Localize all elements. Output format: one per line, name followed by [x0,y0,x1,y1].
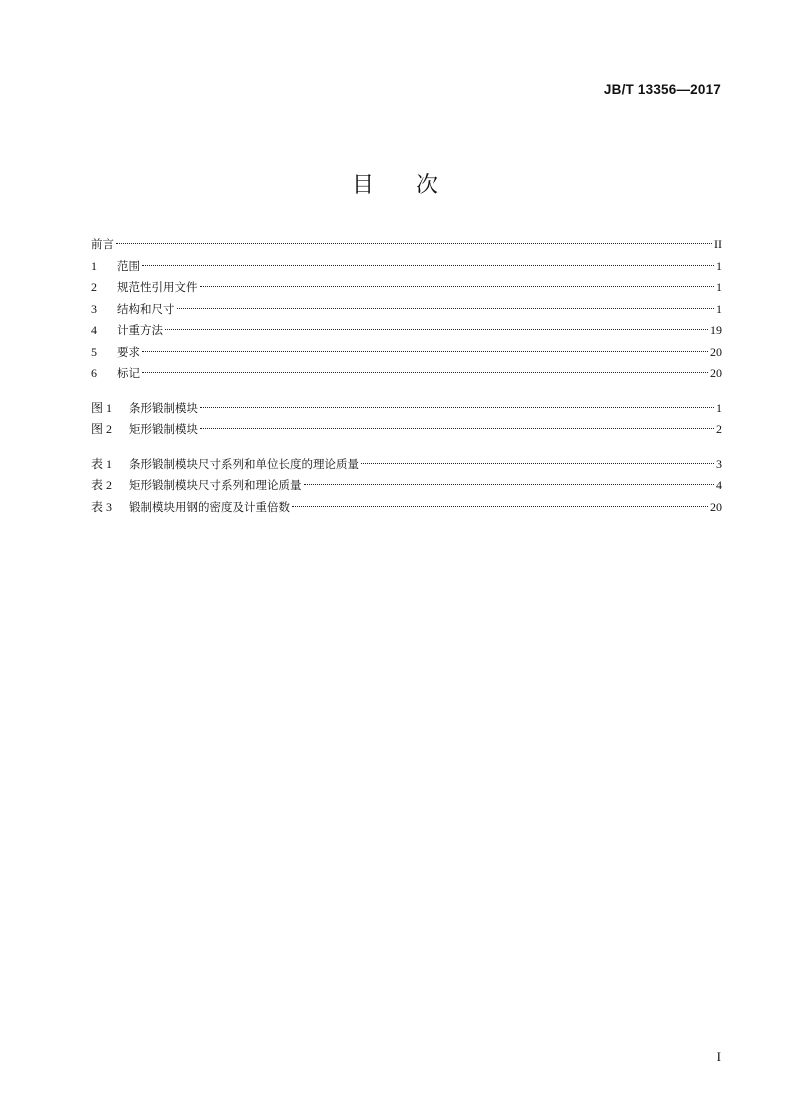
dot-leader [200,285,715,287]
toc-entry-page: 3 [716,456,722,471]
toc-entry-page: 1 [716,400,722,415]
toc-entry-number: 图 1 [91,400,113,415]
page-number: I [716,1049,721,1064]
toc-entry-label: 条形锻制模块尺寸系列和单位长度的理论质量 [129,456,359,471]
page-title [0,168,792,199]
toc-entry-marking[interactable] [91,363,722,385]
toc-entry-table-1[interactable] [91,454,722,476]
toc-entry-label: 要求 [117,344,140,359]
dot-leader [292,505,708,507]
toc-entry-structure-dimensions[interactable] [91,299,722,321]
toc-entry-page: 20 [710,499,722,514]
toc-entry-requirements[interactable] [91,342,722,364]
toc-entry-number: 表 2 [91,478,113,492]
toc-entry-label: 条形锻制模块 [129,400,198,415]
toc-chapters [91,234,722,385]
toc-entry-number: 3 [91,301,97,316]
table-of-contents [91,234,722,531]
toc-entry-figure-1[interactable] [91,398,722,420]
toc-entry-number: 6 [91,366,97,380]
toc-entry-weighing-method[interactable] [91,320,722,342]
toc-entry-label: 前言 [91,237,114,251]
toc-entry-label: 矩形锻制模块尺寸系列和理论质量 [129,478,302,492]
toc-entry-number: 表 1 [91,456,113,471]
dot-leader [304,483,715,485]
toc-entry-label: 范围 [117,258,140,273]
dot-leader [200,406,714,408]
toc-entry-page: 1 [716,258,722,273]
toc-entry-number: 1 [91,258,97,273]
toc-entry-page: 2 [716,422,722,436]
toc-tables [91,454,722,519]
toc-entry-number: 4 [91,323,97,337]
toc-entry-label: 矩形锻制模块 [129,422,198,436]
standard-number: JB/T 13356—2017 [603,82,721,97]
dot-leader [165,328,708,330]
toc-entry-scope[interactable] [91,256,722,278]
title-char-right: 次 [416,173,441,198]
toc-entry-number: 5 [91,344,97,359]
toc-entry-table-2[interactable] [91,475,722,497]
toc-entry-label: 结构和尺寸 [117,301,175,316]
toc-entry-label: 锻制模块用钢的密度及计重倍数 [129,499,290,514]
title-char-left: 目 [351,173,376,198]
toc-entry-page: 1 [716,301,722,316]
toc-entry-number: 表 3 [91,499,113,514]
toc-entry-label: 规范性引用文件 [117,280,198,294]
dot-leader [116,242,712,244]
toc-entry-normative-references[interactable] [91,277,722,299]
toc-entry-foreword[interactable] [91,234,722,256]
toc-entry-label: 计重方法 [117,323,163,337]
dot-leader [142,350,708,352]
toc-entry-page: 1 [716,280,722,294]
dot-leader [200,427,714,429]
toc-entry-page: II [714,237,722,251]
dot-leader [142,264,714,266]
toc-entry-table-3[interactable] [91,497,722,519]
toc-figures [91,398,722,441]
dot-leader [361,462,714,464]
toc-entry-label: 标记 [117,366,140,380]
toc-entry-number: 2 [91,280,97,294]
toc-entry-figure-2[interactable] [91,419,722,441]
toc-entry-page: 19 [710,323,722,337]
dot-leader [177,307,715,309]
toc-entry-page: 20 [710,366,722,380]
toc-entry-page: 20 [710,344,722,359]
toc-entry-number: 图 2 [91,422,113,436]
toc-entry-page: 4 [716,478,722,492]
dot-leader [142,371,708,373]
